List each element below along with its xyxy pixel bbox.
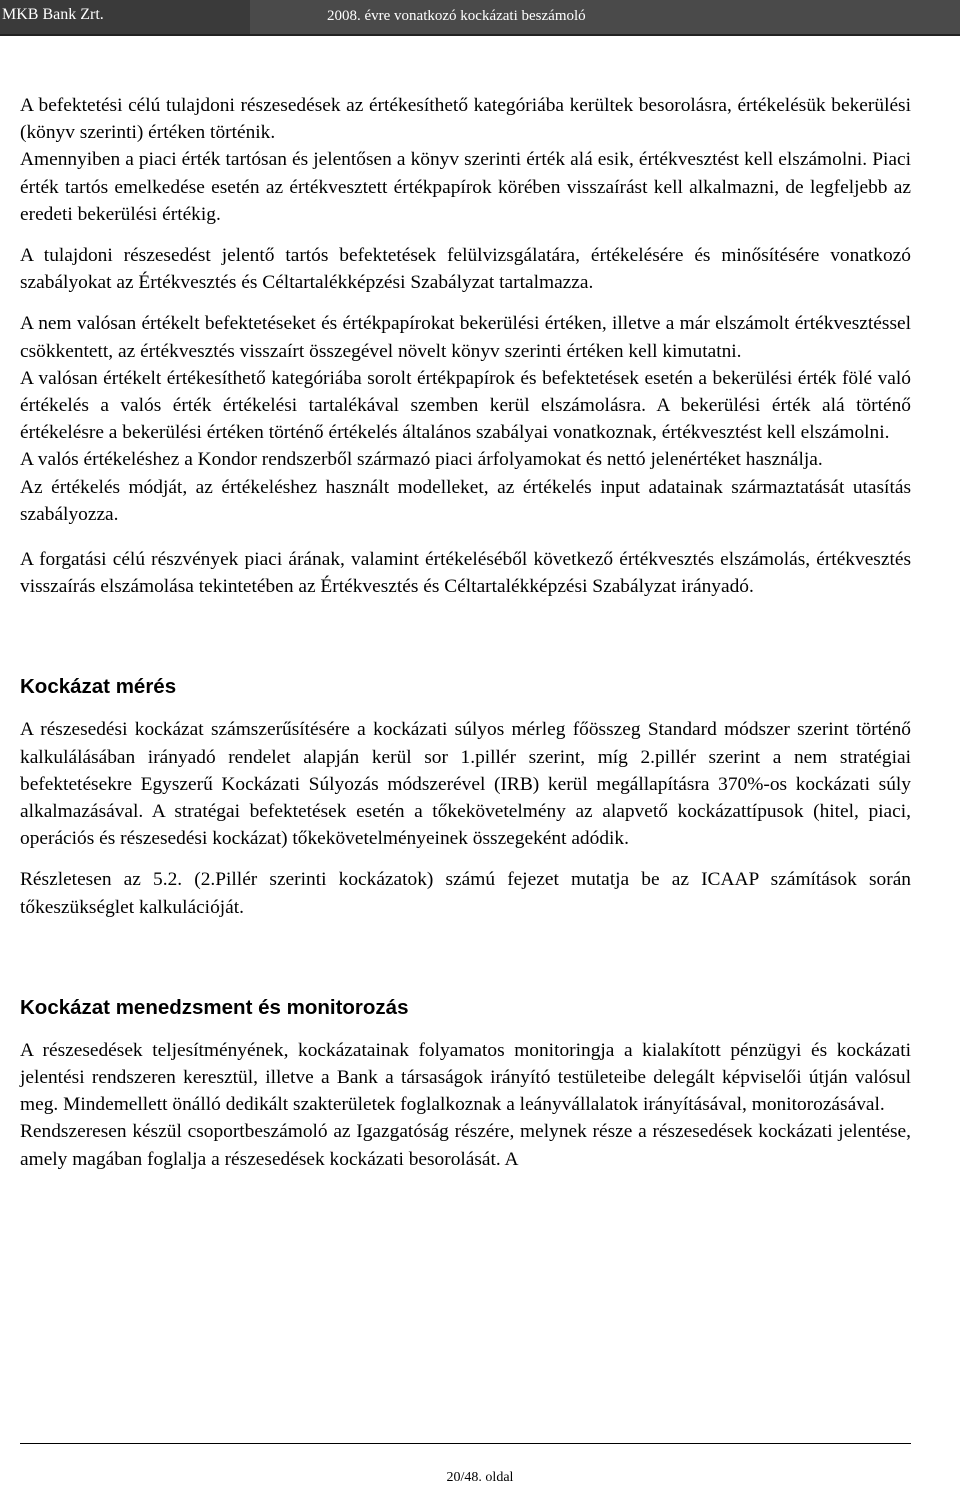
- paragraph: A nem valósan értékelt befektetéseket és értékpapírokat bekerülési értéken, illetve a már elszámolt értékvesztéssel csökkentett, az értékvesztés visszaírt összegével növelt könyv szerinti értéken kell kimutatni.: [20, 313, 911, 362]
- paragraph: A tulajdoni részesedést jelentő tartós befektetések felülvizsgálatára, értékelésére és minősítésére vonatkozó szabályokat az Értékvesztés és Céltartalékképzési Szabályzat tartalmazza.: [20, 245, 911, 294]
- header-text: [0, 0, 960, 36]
- section-heading-risk-management: Kockázat menedzsment és monitorozás: [20, 995, 409, 1019]
- paragraph: A valósan értékelt értékesíthető kategóriába sorolt értékpapírok és befektetések esetén a bekerülési érték fölé való értékelés a valós érték értékelési tartalékával szemben kerül elszámolásra. A bekerülési érték alá történő értékelésre a bekerülési értéken történő értékelés általános szabályai vonatkoznak, értékvesztést kell elszámolni.: [20, 367, 911, 444]
- paragraph: Az értékelés módját, az értékeléshez használt modelleket, az értékelés input adatainak származtatását utasítás szabályozza.: [20, 476, 911, 525]
- document-body: [20, 92, 911, 1173]
- section-heading-risk-measurement: Kockázat mérés: [20, 675, 177, 699]
- paragraph: Rendszeresen készül csoportbeszámoló az Igazgatóság részére, melynek része a részesedések kockázati jelentése, amely magában foglalja a részesedések kockázati besorolását. A: [20, 1121, 911, 1170]
- report-title: 2008. évre vonatkozó kockázati beszámoló: [327, 8, 586, 24]
- page-number: 20/48. oldal: [446, 1470, 514, 1485]
- paragraph: Amennyiben a piaci érték tartósan és jelentősen a könyv szerinti érték alá esik, értékvesztést kell elszámolni. Piaci érték tartós emelkedése esetén az értékvesztett értékpapírok körében visszaírást kell alkalmazni, de legfeljebb az eredeti bekerülési értékig.: [20, 149, 911, 225]
- footer-rule: [20, 1443, 911, 1444]
- company-name: MKB Bank Zrt.: [2, 6, 104, 23]
- paragraph: A valós értékeléshez a Kondor rendszerből származó piaci árfolyamokat és nettó jelenértéket használja.: [20, 449, 823, 471]
- paragraph: A befektetési célú tulajdoni részesedések az értékesíthető kategóriába kerültek besorolásra, értékelésük bekerülési (könyv szerinti) értéken történik.: [20, 95, 911, 144]
- paragraph: A forgatási célú részvények piaci árának, valamint értékeléséből következő értékvesztés elszámolás, értékvesztés visszaírás elszámolása tekintetében az Értékvesztés és Céltartalékképzési Szabályzat irányadó.: [20, 549, 911, 598]
- paragraph: Részletesen az 5.2. (2.Pillér szerinti kockázatok) számú fejezet mutatja be az ICAAP számítások során tőkeszükséglet kalkulációját.: [20, 869, 911, 918]
- paragraph: A részesedési kockázat számszerűsítésére a kockázati súlyos mérleg főösszeg Standard módszer szerint történő kalkulálásában irányadó rendelet alapján kerül sor 1.pillér szerint, míg 2.pillér szerint a nem stratégiai befektetésekre Egyszerű Kockázati Súlyozás módszerével (IRB) kerül megállapításra 370%-os kockázati súly alkalmazásával. A stratégai befektetések esetén a tőkekövetelmény az alapvető kockázattípusok (hitel, piaci, operációs és részesedési kockázat) tőkekövetelményeinek összegeként adódik.: [20, 719, 911, 850]
- paragraph: A részesedések teljesítményének, kockázatainak folyamatos monitoringja a kialakított pénzügyi és kockázati jelentési rendszeren keresztül, illetve a Bank a társaságok irányító testületeibe delegált képviselői útján valósul meg. Mindemellett önálló dedikált szakterületek foglalkoznak a leányvállalatok irányításával, monitorozásával.: [20, 1039, 911, 1116]
